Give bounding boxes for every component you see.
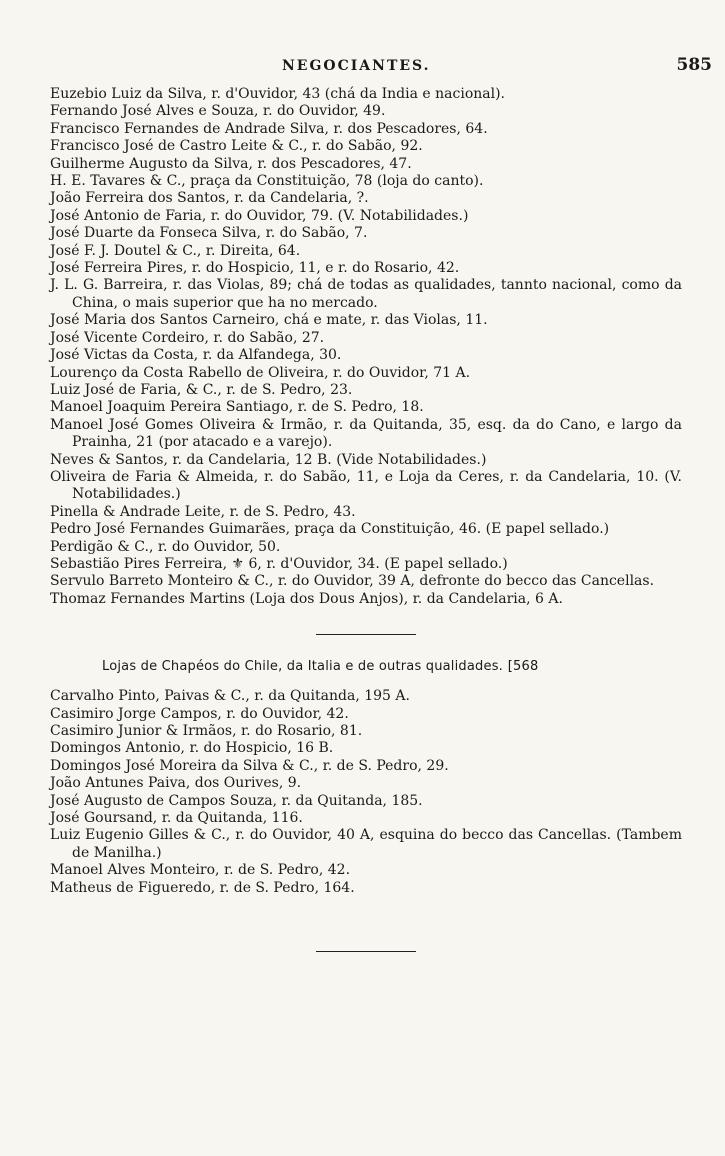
- list-item: Casimiro Junior & Irmãos, r. do Rosario, 81.: [50, 723, 363, 739]
- list-item: Francisco José de Castro Leite & C., r. do Sabão, 92.: [50, 138, 423, 155]
- list-item: Luiz José de Faria, & C., r. de S. Pedro, 23.: [50, 381, 353, 398]
- list-item: José Augusto de Campos Souza, r. da Quitanda, 185.: [50, 792, 423, 809]
- list-item: Oliveira de Faria & Almeida, r. do Sabão, 11, e Loja da Ceres, r. da Candelaria, 10. (V. Notabilidades.): [50, 468, 682, 503]
- page-header: [50, 55, 712, 86]
- list-item: J. L. G. Barreira, r. das Violas, 89; chá de todas as qualidades, tannto nacional, como da China, o mais superior que ha no mercado.: [50, 277, 682, 311]
- document-page: [50, 55, 712, 976]
- list-item: Perdigão & C., r. do Ouvidor, 50.: [50, 538, 281, 555]
- list-item: José Victas da Costa, r. da Alfandega, 30.: [50, 347, 342, 364]
- section-heading: [102, 659, 682, 674]
- section-divider-bottom: [316, 951, 416, 952]
- list-item: Francisco Fernandes de Andrade Silva, r. dos Pescadores, 64.: [50, 120, 488, 137]
- chapeos-list: [50, 688, 682, 897]
- list-item: José Vicente Cordeiro, r. do Sabão, 27.: [50, 329, 325, 346]
- list-item: Lourenço da Costa Rabello de Oliveira, r. do Ouvidor, 71 A.: [50, 364, 471, 381]
- list-item: Pedro José Fernandes Guimarães, praça da Constituição, 46. (E papel sellado.): [50, 521, 610, 538]
- list-item: Manoel Joaquim Pereira Santiago, r. de S. Pedro, 18.: [50, 399, 424, 416]
- list-item: João Ferreira dos Santos, r. da Candelaria, ?.: [50, 190, 369, 207]
- list-item: Servulo Barreto Monteiro & C., r. do Ouvidor, 39 A, defronte do becco das Cancellas.: [50, 573, 655, 590]
- list-item: José Duarte da Fonseca Silva, r. do Sabão, 7.: [50, 225, 368, 242]
- page-number: 585: [676, 55, 712, 75]
- list-item: Euzebio Luiz da Silva, r. d'Ouvidor, 43 (chá da India e nacional).: [50, 86, 506, 102]
- section-divider: [316, 634, 416, 635]
- list-item: Domingos Antonio, r. do Hospicio, 16 B.: [50, 740, 334, 757]
- list-item: Guilherme Augusto da Silva, r. dos Pescadores, 47.: [50, 155, 412, 172]
- list-item: Manoel José Gomes Oliveira & Irmão, r. da Quitanda, 35, esq. da do Cano, e largo da Prainha, 21 (por atacado e a varejo).: [50, 416, 682, 451]
- list-item: José Goursand, r. da Quitanda, 116.: [50, 810, 303, 827]
- list-item: Thomaz Fernandes Martins (Loja dos Dous Anjos), r. da Candelaria, 6 A.: [50, 590, 563, 607]
- list-item: Matheus de Figueredo, r. de S. Pedro, 164.: [50, 879, 355, 896]
- list-item: José Maria dos Santos Carneiro, chá e mate, r. das Violas, 11.: [50, 312, 488, 329]
- list-item: Manoel Alves Monteiro, r. de S. Pedro, 42.: [50, 862, 351, 879]
- list-item: Pinella & Andrade Leite, r. de S. Pedro, 43.: [50, 503, 356, 520]
- list-item: Carvalho Pinto, Paivas & C., r. da Quitanda, 195 A.: [50, 688, 410, 705]
- list-item: Domingos José Moreira da Silva & C., r. de S. Pedro, 29.: [50, 757, 449, 774]
- list-item: José Ferreira Pires, r. do Hospicio, 11, e r. do Rosario, 42.: [50, 260, 460, 277]
- list-item: João Antunes Paiva, dos Ourives, 9.: [50, 775, 302, 792]
- list-item: José F. J. Doutel & C., r. Direita, 64.: [50, 242, 301, 259]
- section-heading-text: Lojas de Chapéos do Chile, da Italia e de outras qualidades.: [102, 659, 504, 675]
- running-title: NEGOCIANTES.: [282, 58, 431, 74]
- list-item: Luiz Eugenio Gilles & C., r. do Ouvidor, 40 A, esquina do becco das Cancellas. (Tambem de Manilha.): [50, 827, 682, 861]
- list-item: H. E. Tavares & C., praça da Constituição, 78 (loja do canto).: [50, 173, 484, 190]
- list-item: Casimiro Jorge Campos, r. do Ouvidor, 42.: [50, 705, 349, 722]
- list-item: Neves & Santos, r. da Candelaria, 12 B. (Vide Notabilidades.): [50, 451, 487, 468]
- list-item: Sebastião Pires Ferreira, ⚜ 6, r. d'Ouvidor, 34. (E papel sellado.): [50, 555, 508, 572]
- negociantes-list: [50, 86, 682, 608]
- list-item: José Antonio de Faria, r. do Ouvidor, 79. (V. Notabilidades.): [50, 207, 469, 224]
- list-item: Fernando José Alves e Souza, r. do Ouvidor, 49.: [50, 103, 386, 120]
- section-heading-ref: [568: [507, 659, 539, 675]
